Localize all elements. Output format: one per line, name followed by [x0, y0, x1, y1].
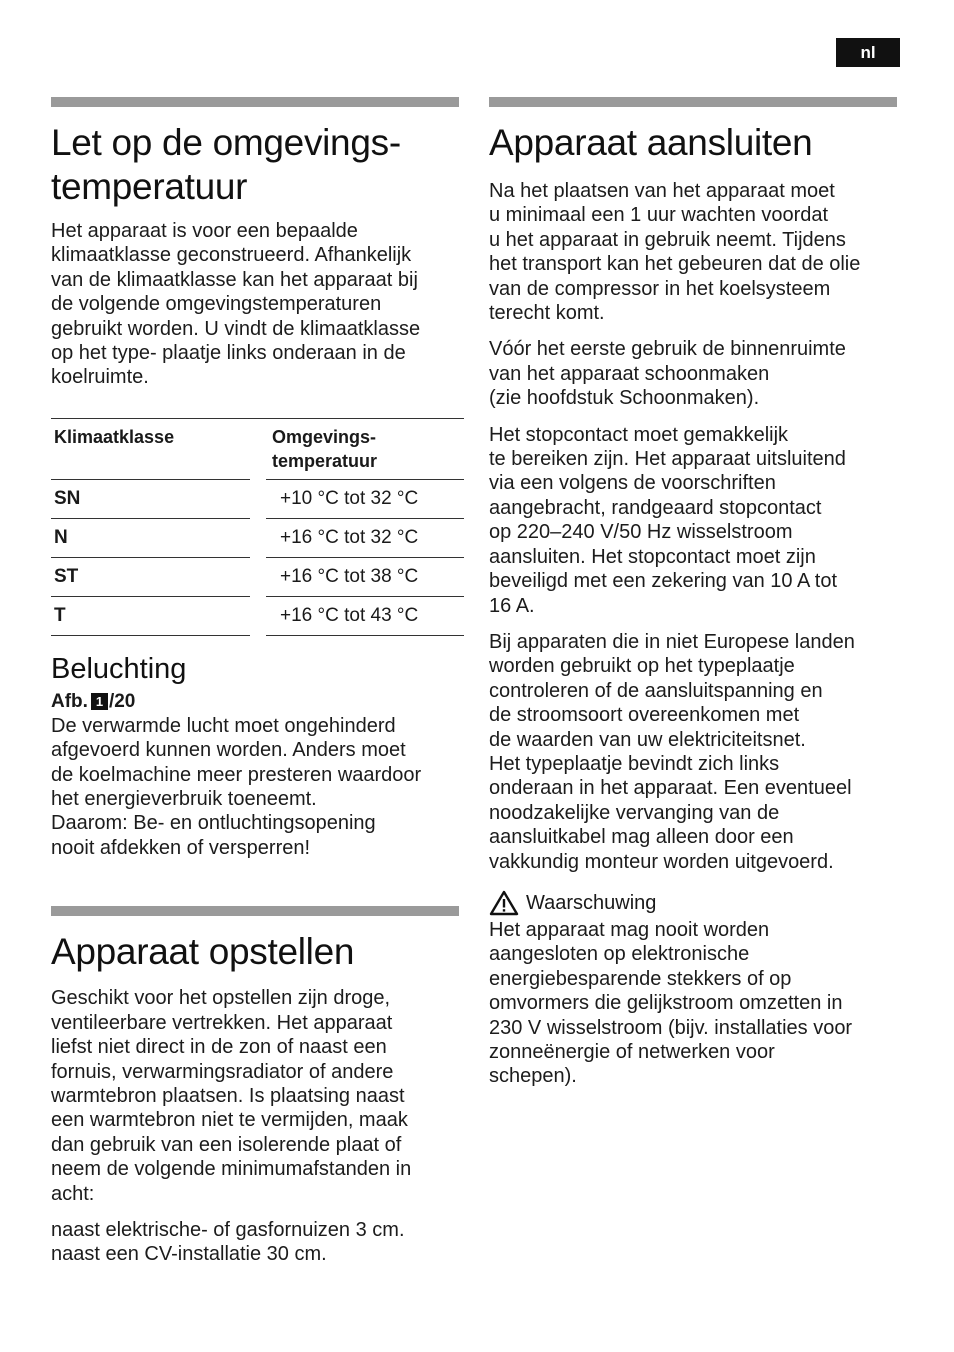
text-line: aangesloten op elektronische: [489, 943, 750, 966]
text-line: beveiligd met een zekering van 10 A tot: [489, 570, 838, 593]
column-header-klimaatklasse: Klimaatklasse: [51, 418, 258, 479]
text-line: de waarden van uw elektriciteitsnet.: [489, 728, 806, 751]
header-line: temperatuur: [272, 450, 378, 471]
language-tab: nl: [836, 38, 900, 67]
section-title-aansluiten: Apparaat aansluiten: [489, 122, 813, 163]
text-line: Bij apparaten die in niet Europese landen: [489, 630, 855, 653]
text-line: De verwarmde lucht moet ongehinderd: [51, 714, 396, 737]
klasse-cell: N: [51, 518, 258, 557]
section-rule: [489, 97, 897, 107]
text-line: acht:: [51, 1182, 95, 1205]
text-line: afgevoerd kunnen worden. Anders moet: [51, 739, 406, 762]
non-european-paragraph: [489, 630, 899, 874]
temperature-cell: +16 °C tot 38 °C: [258, 557, 464, 596]
text-line: klimaatklasse geconstrueerd. Afhankelijk: [51, 244, 412, 267]
text-line: zonneënergie of netwerken voor: [489, 1041, 775, 1063]
text-line: controleren of de aansluitspanning en: [489, 679, 823, 702]
text-line: de volgende omgevingstemperaturen: [51, 293, 382, 316]
column-header-temperatuur: [258, 418, 464, 479]
cleaning-paragraph: [489, 337, 899, 410]
text-line: energiebesparende stekkers of op: [489, 967, 792, 990]
klasse-cell: ST: [51, 557, 258, 596]
title-line-2: temperatuur: [51, 166, 248, 207]
text-line: worden gebruikt op het typeplaatje: [489, 655, 795, 678]
table-row: [51, 518, 464, 557]
text-line: van de compressor in het koelsysteem: [489, 277, 831, 300]
text-line: aansluiten. Het stopcontact moet zijn: [489, 545, 816, 568]
text-line: liefst niet direct in de zon of naast een: [51, 1036, 387, 1059]
text-line: Het apparaat is voor een bepaalde: [51, 220, 358, 242]
text-line: het transport kan het gebeuren dat de olie: [489, 253, 861, 276]
ventilation-paragraph: [51, 714, 459, 860]
text-line: op het type- plaatje links onderaan in de: [51, 342, 406, 365]
warning-heading: [489, 890, 899, 916]
temperature-cell: +16 °C tot 32 °C: [258, 518, 464, 557]
text-line: dan gebruik van een isolerende plaat of: [51, 1133, 402, 1156]
temperature-cell: +16 °C tot 43 °C: [258, 596, 464, 635]
climate-class-table: [51, 418, 464, 636]
figure-label: Afb.: [51, 690, 88, 712]
text-line: van het apparaat schoonmaken: [489, 362, 770, 385]
text-line: onderaan in het apparaat. Een eventueel: [489, 777, 852, 800]
text-line: Geschikt voor het opstellen zijn droge,: [51, 987, 391, 1010]
list-item: naast elektrische- of gasfornuizen 3 cm.: [51, 1218, 405, 1241]
text-line: vakkundig monteur worden uitgevoerd.: [489, 850, 834, 873]
left-column: [51, 97, 459, 1267]
klasse-cell: T: [51, 596, 258, 635]
text-line: de koelmachine meer presteren waardoor: [51, 763, 422, 786]
subsection-title-beluchting: Beluchting: [51, 652, 187, 685]
climate-intro-paragraph: [51, 219, 459, 390]
waiting-paragraph: [489, 179, 899, 325]
header-line: Omgevings-: [272, 426, 377, 447]
figure-reference: [51, 690, 459, 714]
text-line: Het apparaat mag nooit worden: [489, 918, 770, 941]
section-rule: [51, 97, 459, 107]
text-line: schepen).: [489, 1065, 577, 1088]
title-line-1: Let op de omgevings-: [51, 122, 401, 163]
table-row: [51, 479, 464, 518]
text-line: Daarom: Be- en ontluchtingsopening: [51, 812, 376, 835]
table-row: [51, 596, 464, 635]
text-line: gebruikt worden. U vindt de klimaatklasse: [51, 317, 421, 340]
text-line: nooit afdekken of versperren!: [51, 836, 311, 859]
table-header-row: [51, 418, 464, 479]
text-line: u het apparaat in gebruik neemt. Tijdens: [489, 228, 846, 251]
klasse-cell: SN: [51, 479, 258, 518]
text-line: neem de volgende minimumafstanden in: [51, 1158, 412, 1181]
right-column: [489, 97, 899, 1089]
distance-list: [51, 1218, 459, 1267]
text-line: noodzakelijke vervanging van de: [489, 801, 780, 824]
text-line: fornuis, verwarmingsradiator of andere: [51, 1060, 394, 1083]
section-title-omgevingstemperatuur: [51, 121, 459, 209]
section-title-opstellen: Apparaat opstellen: [51, 931, 355, 973]
text-line: Vóór het eerste gebruik de binnenruimte: [489, 338, 846, 361]
text-line: warmtebron plaatsen. Is plaatsing naast: [51, 1084, 405, 1107]
text-line: u minimaal een 1 uur wachten voordat: [489, 204, 829, 227]
text-line: te bereiken zijn. Het apparaat uitsluitend: [489, 448, 846, 471]
warning-paragraph: [489, 918, 899, 1089]
list-item: naast een CV-installatie 30 cm.: [51, 1243, 327, 1266]
text-line: Het stopcontact moet gemakkelijk: [489, 423, 789, 446]
text-line: via een volgens de voorschriften: [489, 472, 776, 495]
text-line: het energieverbruik toeneemt.: [51, 788, 317, 811]
warning-title: Waarschuwing: [526, 891, 657, 914]
text-line: aansluitkabel mag alleen door een: [489, 826, 794, 849]
table-row: [51, 557, 464, 596]
text-line: terecht komt.: [489, 302, 605, 325]
text-line: (zie hoofdstuk Schoonmaken).: [489, 387, 760, 410]
figure-number-badge: 1: [91, 693, 108, 710]
text-line: van de klimaatklasse kan het apparaat bij: [51, 268, 418, 291]
text-line: Het typeplaatje bevindt zich links: [489, 752, 780, 775]
text-line: koelruimte.: [51, 366, 149, 389]
text-line: 16 A.: [489, 594, 535, 617]
placement-paragraph: [51, 986, 459, 1206]
text-line: 230 V wisselstroom (bijv. installaties voor: [489, 1016, 853, 1039]
section-rule: [51, 906, 459, 916]
temperature-cell: +10 °C tot 32 °C: [258, 479, 464, 518]
text-line: een warmtebron niet te vermijden, maak: [51, 1109, 408, 1132]
warning-triangle-icon: [489, 890, 519, 916]
text-line: op 220–240 V/50 Hz wisselstroom: [489, 521, 793, 544]
socket-paragraph: [489, 423, 899, 618]
text-line: aangebracht, randgeaard stopcontact: [489, 496, 822, 519]
text-line: Na het plaatsen van het apparaat moet: [489, 180, 835, 202]
text-line: de stroomsoort overeenkomen met: [489, 704, 800, 727]
text-line: omvormers die gelijkstroom omzetten in: [489, 992, 843, 1015]
text-line: ventileerbare vertrekken. Het apparaat: [51, 1011, 393, 1034]
figure-page: /20: [108, 690, 136, 712]
